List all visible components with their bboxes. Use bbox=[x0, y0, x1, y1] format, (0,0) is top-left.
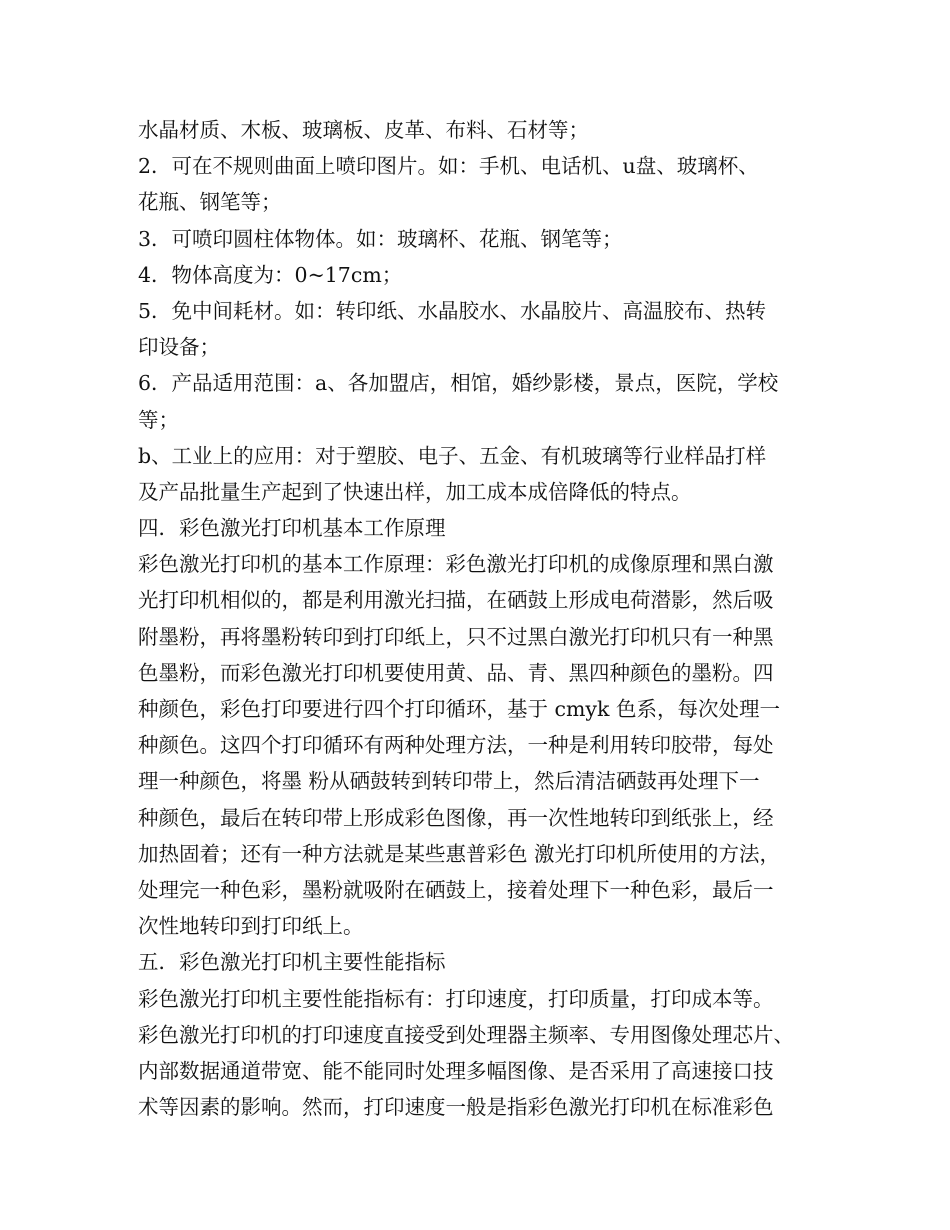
text-line: 及产品批量生产起到了快速出样，加工成本成倍降低的特点。 bbox=[138, 479, 692, 504]
text-line: 5．免中间耗材。如：转印纸、水晶胶水、水晶胶片、高温胶布、热转 bbox=[138, 298, 767, 323]
text-line: 水晶材质、木板、玻璃板、皮革、布料、石材等； bbox=[138, 118, 589, 142]
text-line: 彩色激光打印机的基本工作原理：彩色激光打印机的成像原理和黑白激 bbox=[138, 552, 774, 577]
text-line: 3．可喷印圆柱体物体。如：玻璃杯、花瓶、钢笔等； bbox=[138, 226, 623, 251]
text-line: 次性地转印到打印纸上。 bbox=[138, 914, 364, 939]
text-line: 处理完一种色彩，墨粉就吸附在硒鼓上，接着处理下一种色彩，最后一 bbox=[138, 877, 774, 902]
document-body bbox=[138, 112, 818, 1125]
text-line: 色墨粉，而彩色激光打印机要使用黄、品、青、黑四种颜色的墨粉。四 bbox=[138, 660, 774, 685]
text-line: 四．彩色激光打印机基本工作原理 bbox=[138, 516, 446, 541]
text-line: 种颜色。这四个打印循环有两种处理方法，一种是利用转印胶带，每处 bbox=[138, 733, 774, 758]
text-line: 光打印机相似的，都是利用激光扫描，在硒鼓上形成电荷潜影，然后吸 bbox=[138, 588, 774, 613]
text-line: 2．可在不规则曲面上喷印图片。如：手机、电话机、u盘、玻璃杯、 bbox=[138, 154, 759, 179]
text-line: b、工业上的应用：对于塑胶、电子、五金、有机玻璃等行业样品打样 bbox=[138, 443, 767, 468]
text-line: 6．产品适用范围：a、各加盟店，相馆，婚纱影楼，景点，医院，学校 bbox=[138, 371, 779, 396]
text-line: 理一种颜色，将墨 粉从硒鼓转到转印带上，然后清洁硒鼓再处理下一 bbox=[138, 769, 760, 794]
text-line: 印设备； bbox=[138, 335, 220, 360]
text-line: 彩色激光打印机主要性能指标有：打印速度，打印质量，打印成本等。 bbox=[138, 986, 774, 1011]
text-line: 4．物体高度为：0~17cm； bbox=[138, 262, 403, 287]
text-line: 花瓶、钢笔等； bbox=[138, 190, 282, 215]
text-line: 加热固着；还有一种方法就是某些惠普彩色 激光打印机所使用的方法， bbox=[138, 841, 781, 866]
text-line: 术等因素的影响。然而，打印速度一般是指彩色激光打印机在标准彩色 bbox=[138, 1095, 774, 1120]
text-line: 附墨粉，再将墨粉转印到打印纸上，只不过黑白激光打印机只有一种黑 bbox=[138, 624, 774, 649]
text-line: 种颜色，彩色打印要进行四个打印循环，基于 cmyk 色系，每次处理一 bbox=[138, 697, 780, 721]
text-line: 彩色激光打印机的打印速度直接受到处理器主频率、专用图像处理芯片、 bbox=[138, 1022, 794, 1047]
text-line: 等； bbox=[138, 407, 179, 432]
text-line: 内部数据通道带宽、能不能同时处理多幅图像、是否采用了高速接口技 bbox=[138, 1058, 774, 1083]
text-line: 五．彩色激光打印机主要性能指标 bbox=[138, 950, 446, 975]
text-line: 种颜色，最后在转印带上形成彩色图像，再一次性地转印到纸张上，经 bbox=[138, 805, 774, 830]
